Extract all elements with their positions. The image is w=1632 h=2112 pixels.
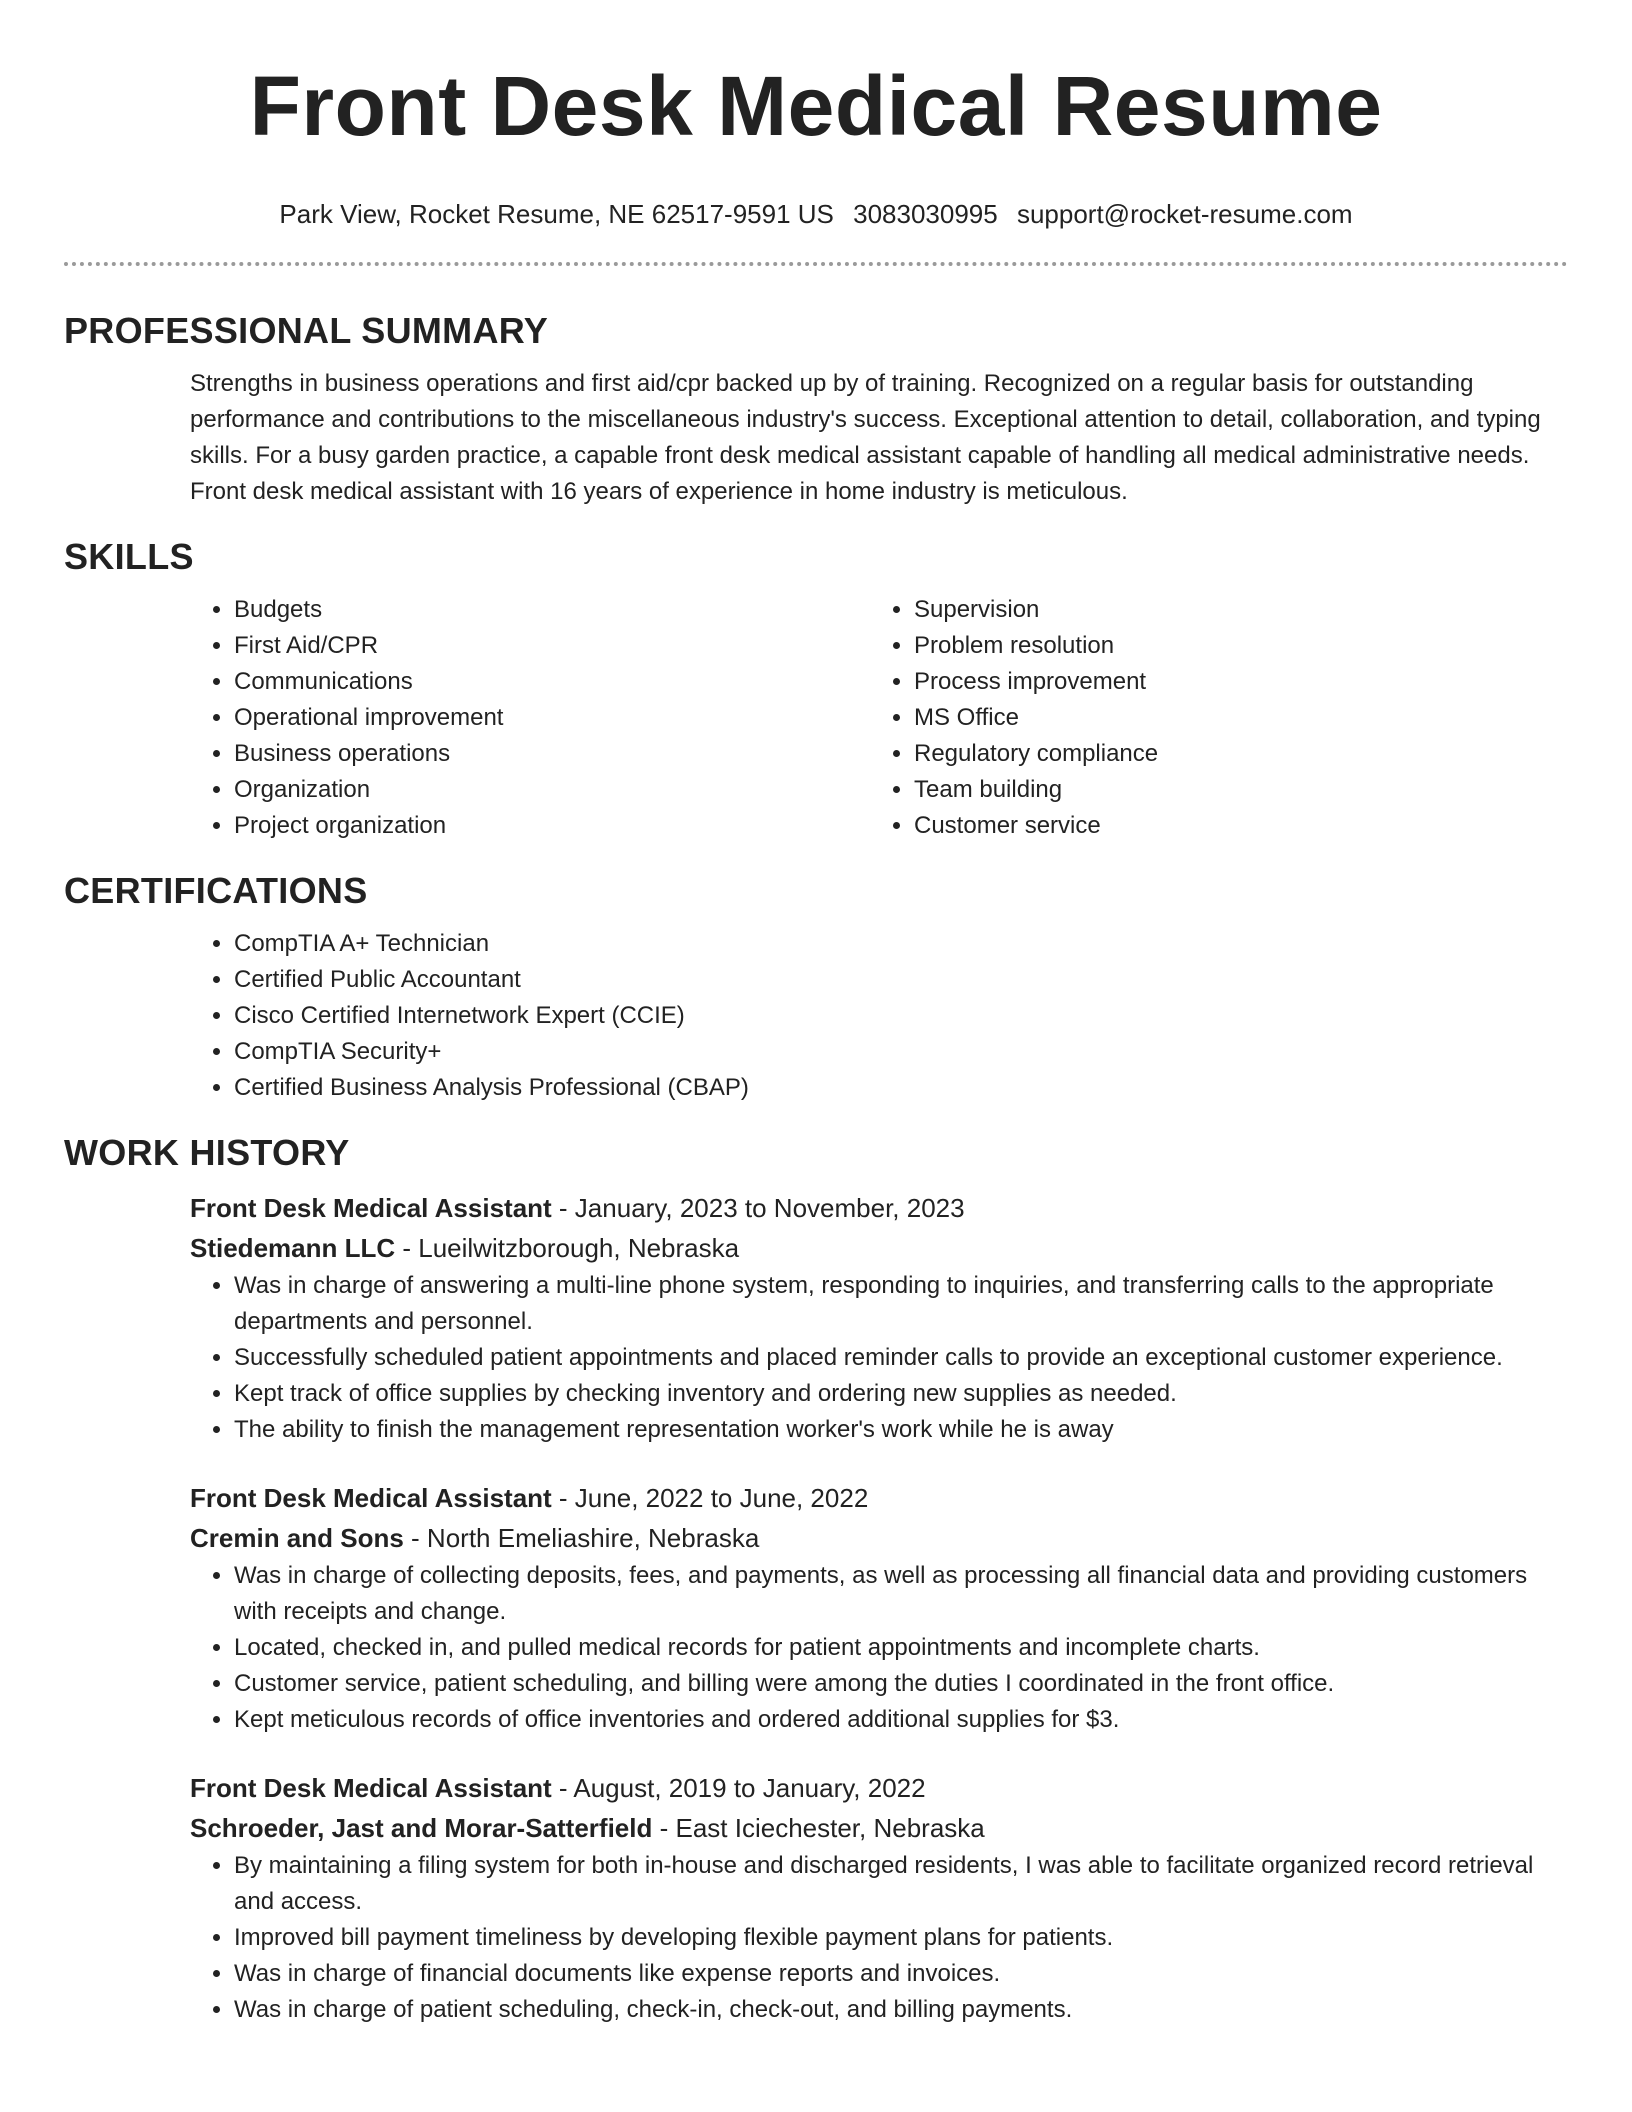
work-history-heading: WORK HISTORY (64, 1132, 350, 1173)
skill-item: • Regulatory compliance (914, 736, 1550, 772)
job-location: - North Emeliashire, Nebraska (403, 1523, 760, 1553)
job-company: Stiedemann LLC (190, 1233, 396, 1263)
job-location: - Lueilwitzborough, Nebraska (395, 1233, 740, 1263)
skill-item: • Team building (914, 772, 1550, 808)
job-title-line (190, 1768, 1568, 1808)
job-duty: • By maintaining a filing system for both in-house and discharged residents, I was able to facilitate organized record retrieval and access. (234, 1848, 1568, 1920)
resume-title: Front Desk Medical Resume (249, 59, 1383, 153)
certification-item: • CompTIA Security+ (234, 1034, 1568, 1070)
job-dates: - June, 2022 to June, 2022 (551, 1483, 869, 1513)
job-title: Front Desk Medical Assistant (190, 1773, 552, 1803)
job-duty: • Was in charge of financial documents like expense reports and invoices. (234, 1956, 1568, 1992)
job-entry (64, 1188, 1568, 1448)
job-duties (190, 1268, 1568, 1448)
certifications-section (64, 870, 1568, 1106)
job-duty: • Was in charge of patient scheduling, check-in, check-out, and billing payments. (234, 1992, 1568, 2028)
job-company-line (190, 1808, 1568, 1848)
job-title: Front Desk Medical Assistant (190, 1483, 552, 1513)
certifications-heading: CERTIFICATIONS (64, 870, 368, 911)
header-divider (64, 262, 1568, 266)
job-dates: - August, 2019 to January, 2022 (551, 1773, 926, 1803)
job-duty: • Kept track of office supplies by checking inventory and ordering new supplies as needed. (234, 1376, 1568, 1412)
job-title-line (190, 1478, 1568, 1518)
certifications-list-wrap (64, 926, 1568, 1106)
certification-item: • Certified Public Accountant (234, 962, 1568, 998)
job-duty: • Was in charge of collecting deposits, fees, and payments, as well as processing all financial data and providing customers with receipts and change. (234, 1558, 1568, 1630)
job-entry (64, 1478, 1568, 1738)
job-company: Cremin and Sons (190, 1523, 404, 1553)
skills-section (64, 536, 1568, 844)
skill-item: • Project organization (234, 808, 870, 844)
job-dates: - January, 2023 to November, 2023 (551, 1193, 965, 1223)
job-location: - East Iciechester, Nebraska (652, 1813, 985, 1843)
certification-item: • Certified Business Analysis Professional (CBAP) (234, 1070, 1568, 1106)
job-duty: • Located, checked in, and pulled medical records for patient appointments and incomplete charts. (234, 1630, 1568, 1666)
job-duty: • Improved bill payment timeliness by developing flexible payment plans for patients. (234, 1920, 1568, 1956)
certification-item: • Cisco Certified Internetwork Expert (CCIE) (234, 998, 1568, 1034)
job-title-line (190, 1188, 1568, 1228)
skill-item: • Supervision (914, 592, 1550, 628)
skill-item: • Operational improvement (234, 700, 870, 736)
contact-line (64, 198, 1568, 230)
skill-item: • Business operations (234, 736, 870, 772)
job-company-line (190, 1518, 1568, 1558)
skill-item: • First Aid/CPR (234, 628, 870, 664)
job-duties (190, 1848, 1568, 2028)
skill-item: • Budgets (234, 592, 870, 628)
job-duty: • Customer service, patient scheduling, and billing were among the duties I coordinated in the front office. (234, 1666, 1568, 1702)
skills-column-right (870, 592, 1550, 844)
contact-phone: 3083030995 (853, 199, 998, 229)
skills-grid (64, 592, 1568, 844)
certification-item: • CompTIA A+ Technician (234, 926, 1568, 962)
job-duty: • The ability to finish the management representation worker's work while he is away (234, 1412, 1568, 1448)
summary-text: Strengths in business operations and first aid/cpr backed up by of training. Recognized on a regular basis for outstanding performance and contributions to the miscellaneous industry's success. Exceptional attention to detail, collaboration, and typing skills. For a busy garden practice, a capable front desk medical assistant capable of handling all medical administrative needs. Front desk medical assistant with 16 years of experience in home industry is meticulous. (190, 370, 1541, 505)
job-company: Schroeder, Jast and Morar-Satterfield (190, 1813, 653, 1843)
skill-item: • Customer service (914, 808, 1550, 844)
skill-item: • Problem resolution (914, 628, 1550, 664)
job-entry (64, 1768, 1568, 2028)
job-title: Front Desk Medical Assistant (190, 1193, 552, 1223)
skill-item: • MS Office (914, 700, 1550, 736)
job-duty: • Was in charge of answering a multi-line phone system, responding to inquiries, and transferring calls to the appropriate departments and personnel. (234, 1268, 1568, 1340)
certifications-list (190, 926, 1568, 1106)
work-history-section (64, 1132, 1568, 2028)
skill-item: • Process improvement (914, 664, 1550, 700)
skills-heading: SKILLS (64, 536, 194, 577)
summary-section (64, 310, 1568, 510)
contact-address: Park View, Rocket Resume, NE 62517-9591 US (279, 199, 834, 229)
contact-email: support@rocket-resume.com (1016, 199, 1353, 229)
skills-column-left (190, 592, 870, 844)
skill-item: • Organization (234, 772, 870, 808)
job-duty: • Kept meticulous records of office inventories and ordered additional supplies for $3. (234, 1702, 1568, 1738)
job-duties (190, 1558, 1568, 1738)
summary-heading: PROFESSIONAL SUMMARY (64, 310, 549, 351)
job-duty: • Successfully scheduled patient appointments and placed reminder calls to provide an exceptional customer experience. (234, 1340, 1568, 1376)
skill-item: • Communications (234, 664, 870, 700)
job-company-line (190, 1228, 1568, 1268)
